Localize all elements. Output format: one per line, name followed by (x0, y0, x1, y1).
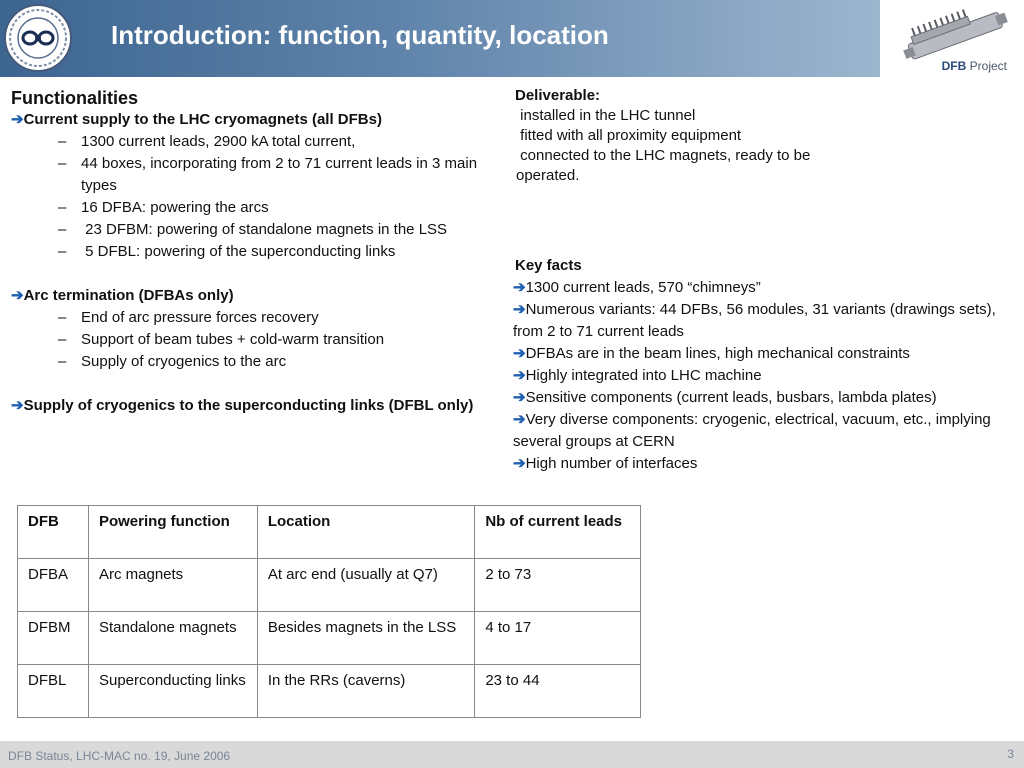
key-fact-text: Sensitive components (current leads, busbars, lambda plates) (525, 389, 937, 406)
dash-bullet: – (58, 221, 67, 238)
key-fact-text: 1300 current leads, 570 “chimneys” (525, 279, 761, 296)
table-cell: 2 to 73 (475, 559, 641, 612)
list-item-text: 44 boxes, incorporating from 2 to 71 current leads in 3 main types (81, 155, 478, 194)
key-fact-item (513, 387, 1021, 409)
footer-text: DFB Status, LHC-MAC no. 19, June 2006 (8, 749, 231, 763)
arrow-icon: ➔ (513, 389, 526, 406)
table-row (18, 665, 641, 718)
key-fact-text: Highly integrated into LHC machine (525, 367, 762, 384)
list-item-text: Supply of cryogenics to the arc (81, 353, 287, 370)
table-header-cell: Powering function (88, 506, 257, 559)
table-row (18, 559, 641, 612)
deliverable-block (513, 86, 1021, 186)
arrow-icon: ➔ (11, 287, 24, 304)
section-heading (11, 109, 501, 131)
table-cell: DFBM (18, 612, 89, 665)
table-cell: 4 to 17 (475, 612, 641, 665)
title-banner (0, 0, 880, 77)
section-heading (11, 285, 501, 307)
arrow-icon: ➔ (513, 345, 526, 362)
table-cell: Besides magnets in the LSS (257, 612, 475, 665)
key-facts-heading: Key facts (515, 257, 582, 274)
key-facts-block (513, 255, 1021, 475)
dash-bullet: – (58, 199, 67, 216)
table-cell: DFBA (18, 559, 89, 612)
arrow-icon: ➔ (513, 367, 526, 384)
deliverable-line: installed in the LHC tunnel (516, 107, 696, 124)
table-header-cell: Location (257, 506, 475, 559)
list-item (11, 241, 501, 263)
table-cell: In the RRs (caverns) (257, 665, 475, 718)
functionalities-column (11, 86, 501, 417)
page-title: Introduction: function, quantity, location (111, 20, 609, 50)
dash-bullet: – (58, 243, 67, 260)
list-item (11, 131, 501, 153)
dash-bullet: – (58, 331, 67, 348)
arrow-icon: ➔ (513, 455, 526, 472)
list-item-text: 5 DFBL: powering of the superconducting links (81, 243, 396, 260)
key-fact-text: Very diverse components: cryogenic, electrical, vacuum, etc., implying several groups at CERN (513, 411, 991, 450)
project-label-bold: DFB (941, 59, 967, 73)
arrow-icon: ➔ (11, 397, 24, 414)
list-item-text: End of arc pressure forces recovery (81, 309, 319, 326)
table-cell: DFBL (18, 665, 89, 718)
table-cell: 23 to 44 (475, 665, 641, 718)
table-cell: At arc end (usually at Q7) (257, 559, 475, 612)
page-number: 3 (1007, 747, 1014, 761)
list-item (11, 197, 501, 219)
key-fact-item (513, 343, 1021, 365)
list-item (11, 329, 501, 351)
list-item-text: 23 DFBM: powering of standalone magnets in the LSS (81, 221, 448, 238)
project-label-rest: Project (969, 59, 1007, 73)
table-cell: Superconducting links (88, 665, 257, 718)
key-fact-item (513, 299, 1021, 343)
key-fact-item (513, 365, 1021, 387)
key-fact-item (513, 409, 1021, 453)
section-heading-text: Supply of cryogenics to the superconducting links (DFBL only) (23, 397, 474, 414)
table-cell: Standalone magnets (88, 612, 257, 665)
key-fact-text: Numerous variants: 44 DFBs, 56 modules, 31 variants (drawings sets), from 2 to 71 current leads (513, 301, 996, 340)
cern-logo (4, 4, 72, 72)
table-header-row (18, 506, 641, 559)
key-fact-item (513, 453, 1021, 475)
dash-bullet: – (58, 353, 67, 370)
dfb-machine-illustration (898, 2, 1010, 62)
arrow-icon: ➔ (11, 111, 24, 128)
spacer (11, 263, 501, 285)
table-row (18, 612, 641, 665)
dash-bullet: – (58, 155, 67, 172)
list-item (11, 153, 501, 197)
list-item (11, 307, 501, 329)
list-item (11, 219, 501, 241)
footer-bar (0, 741, 1024, 768)
dfb-table (17, 505, 641, 718)
deliverable-line: fitted with all proximity equipment (516, 127, 742, 144)
list-item-text: 16 DFBA: powering the arcs (81, 199, 269, 216)
list-item (11, 351, 501, 373)
table-header-cell: Nb of current leads (475, 506, 641, 559)
list-item-text: Support of beam tubes + cold-warm transition (81, 331, 385, 348)
arrow-icon: ➔ (513, 301, 526, 318)
arrow-icon: ➔ (513, 279, 526, 296)
deliverable-heading: Deliverable: (515, 87, 601, 104)
section-heading-text: Arc termination (DFBAs only) (23, 287, 234, 304)
table-header-cell: DFB (18, 506, 89, 559)
arrow-icon: ➔ (513, 411, 526, 428)
cern-logo-graphic (6, 6, 70, 70)
section-heading-text: Current supply to the LHC cryomagnets (all DFBs) (23, 111, 382, 128)
dash-bullet: – (58, 133, 67, 150)
deliverable-line: connected to the LHC magnets, ready to be operated. (516, 147, 815, 184)
table-cell: Arc magnets (88, 559, 257, 612)
functionalities-heading: Functionalities (11, 88, 139, 108)
section-heading (11, 395, 501, 417)
key-fact-text: DFBAs are in the beam lines, high mechanical constraints (525, 345, 910, 362)
key-fact-text: High number of interfaces (525, 455, 698, 472)
key-fact-item (513, 277, 1021, 299)
dash-bullet: – (58, 309, 67, 326)
list-item-text: 1300 current leads, 2900 kA total current, (81, 133, 356, 150)
spacer (11, 373, 501, 395)
